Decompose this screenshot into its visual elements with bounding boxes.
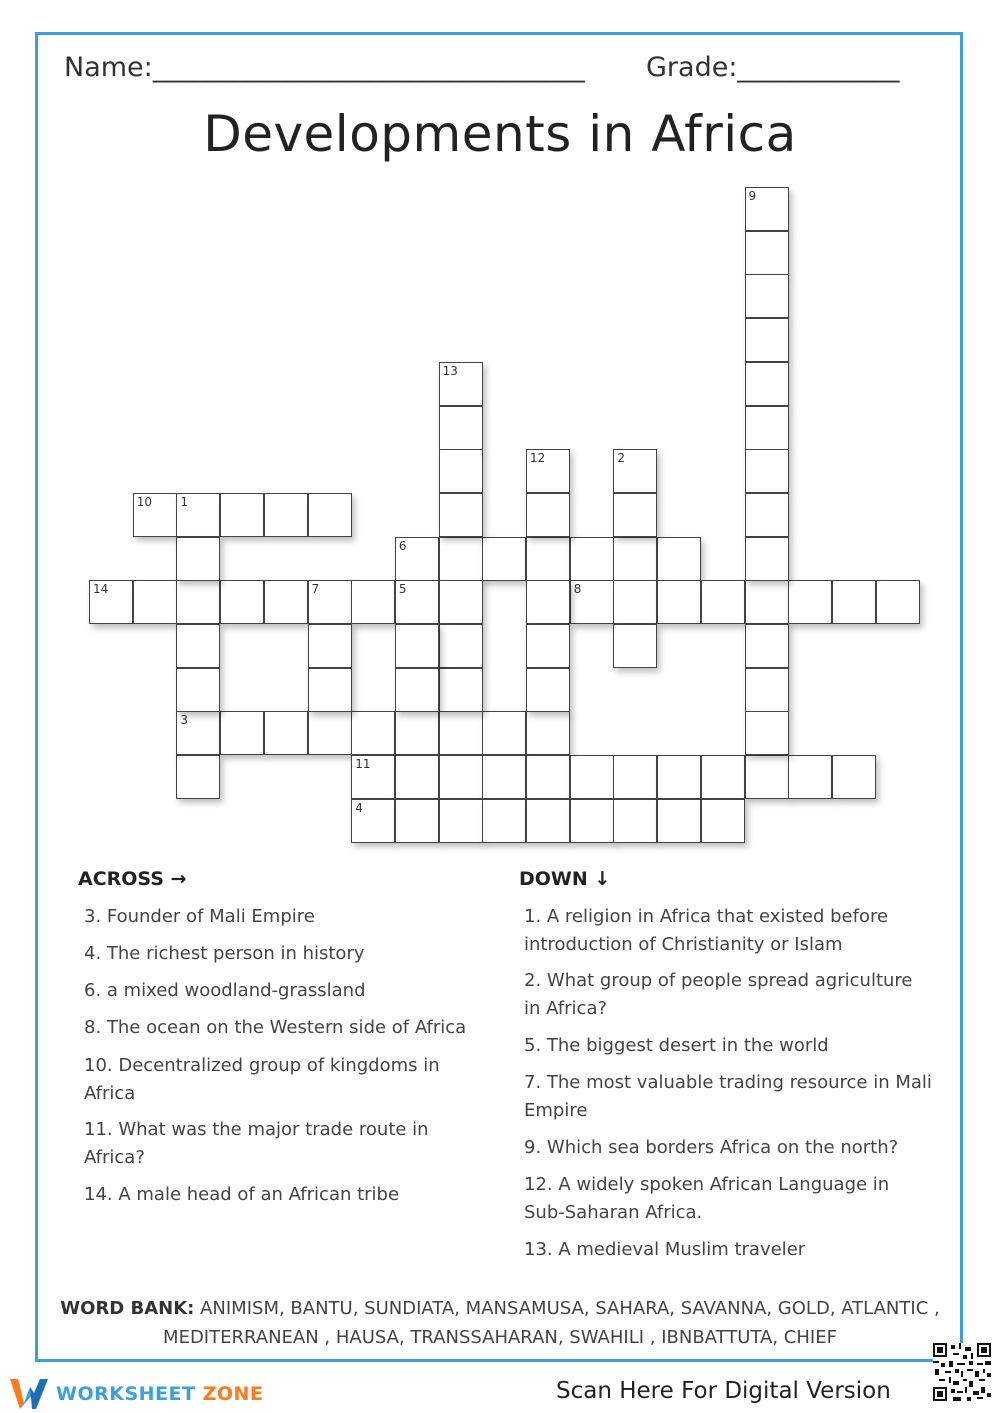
word-bank-label: WORD BANK: — [60, 1298, 195, 1319]
down-clue: 5. The biggest desert in the world — [524, 1035, 829, 1056]
grade-field[interactable]: Grade:____________ — [646, 52, 900, 83]
clue-number: 11 — [355, 757, 371, 772]
clue-number: 10 — [136, 494, 152, 509]
w-logo-icon — [10, 1377, 50, 1411]
across-clue: 4. The richest person in history — [84, 943, 365, 964]
down-clue: 7. The most valuable trading resource in Mali Empire — [524, 1072, 932, 1121]
logo-main-text: WORKSHEET — [56, 1383, 196, 1405]
down-heading: DOWN ↓ — [519, 868, 611, 890]
clue-number: 1 — [180, 494, 189, 509]
across-clue: 3. Founder of Mali Empire — [84, 906, 315, 927]
clue-number: 3 — [180, 713, 189, 728]
clue-number: 5 — [398, 582, 407, 597]
clue-number: 4 — [355, 800, 363, 815]
clue-number: 12 — [530, 451, 546, 466]
qr-code-icon[interactable] — [933, 1343, 991, 1401]
clue-number: 2 — [617, 451, 626, 466]
across-heading: ACROSS → — [78, 868, 187, 890]
across-clue: 14. A male head of an African tribe — [84, 1184, 400, 1205]
across-clue: 10. Decentralized group of kingdoms in Africa — [84, 1055, 440, 1104]
clue-number: 8 — [573, 582, 582, 597]
word-bank — [60, 1294, 940, 1352]
across-clue: 8. The ocean on the Western side of Africa — [84, 1017, 467, 1038]
clue-number: 6 — [398, 538, 407, 553]
down-clue: 1. A religion in Africa that existed before introduction of Christianity or Islam — [524, 906, 889, 955]
down-clue: 13. A medieval Muslim traveler — [524, 1239, 806, 1260]
clue-number: 7 — [311, 582, 320, 597]
name-field[interactable]: Name:________________________________ — [64, 52, 585, 83]
worksheetzone-logo[interactable] — [10, 1376, 263, 1412]
scan-caption: Scan Here For Digital Version — [556, 1378, 891, 1404]
clue-number: 9 — [748, 189, 757, 203]
across-clue: 6. a mixed woodland-grassland — [84, 980, 366, 1001]
page-title: Developments in Africa — [203, 105, 797, 163]
clue-number: 13 — [442, 363, 458, 378]
down-clue: 12. A widely spoken African Language in Sub-Saharan Africa. — [524, 1174, 890, 1223]
down-clue: 9. Which sea borders Africa on the north? — [524, 1137, 899, 1158]
word-bank-words: ANIMISM, BANTU, SUNDIATA, MANSAMUSA, SAHARA, SAVANNA, GOLD, ATLANTIC , MEDITERRANEAN , HAUSA, TRANSSAHARAN, SWAHILI , IBNBATTUTA, CHIEF — [163, 1298, 940, 1348]
logo-accent-text: ZONE — [202, 1383, 264, 1405]
across-clue: 11. What was the major trade route in Africa? — [84, 1119, 429, 1168]
logo-text — [56, 1383, 263, 1405]
clue-number: 14 — [93, 582, 109, 597]
down-clue: 2. What group of people spread agriculture in Africa? — [524, 970, 913, 1019]
